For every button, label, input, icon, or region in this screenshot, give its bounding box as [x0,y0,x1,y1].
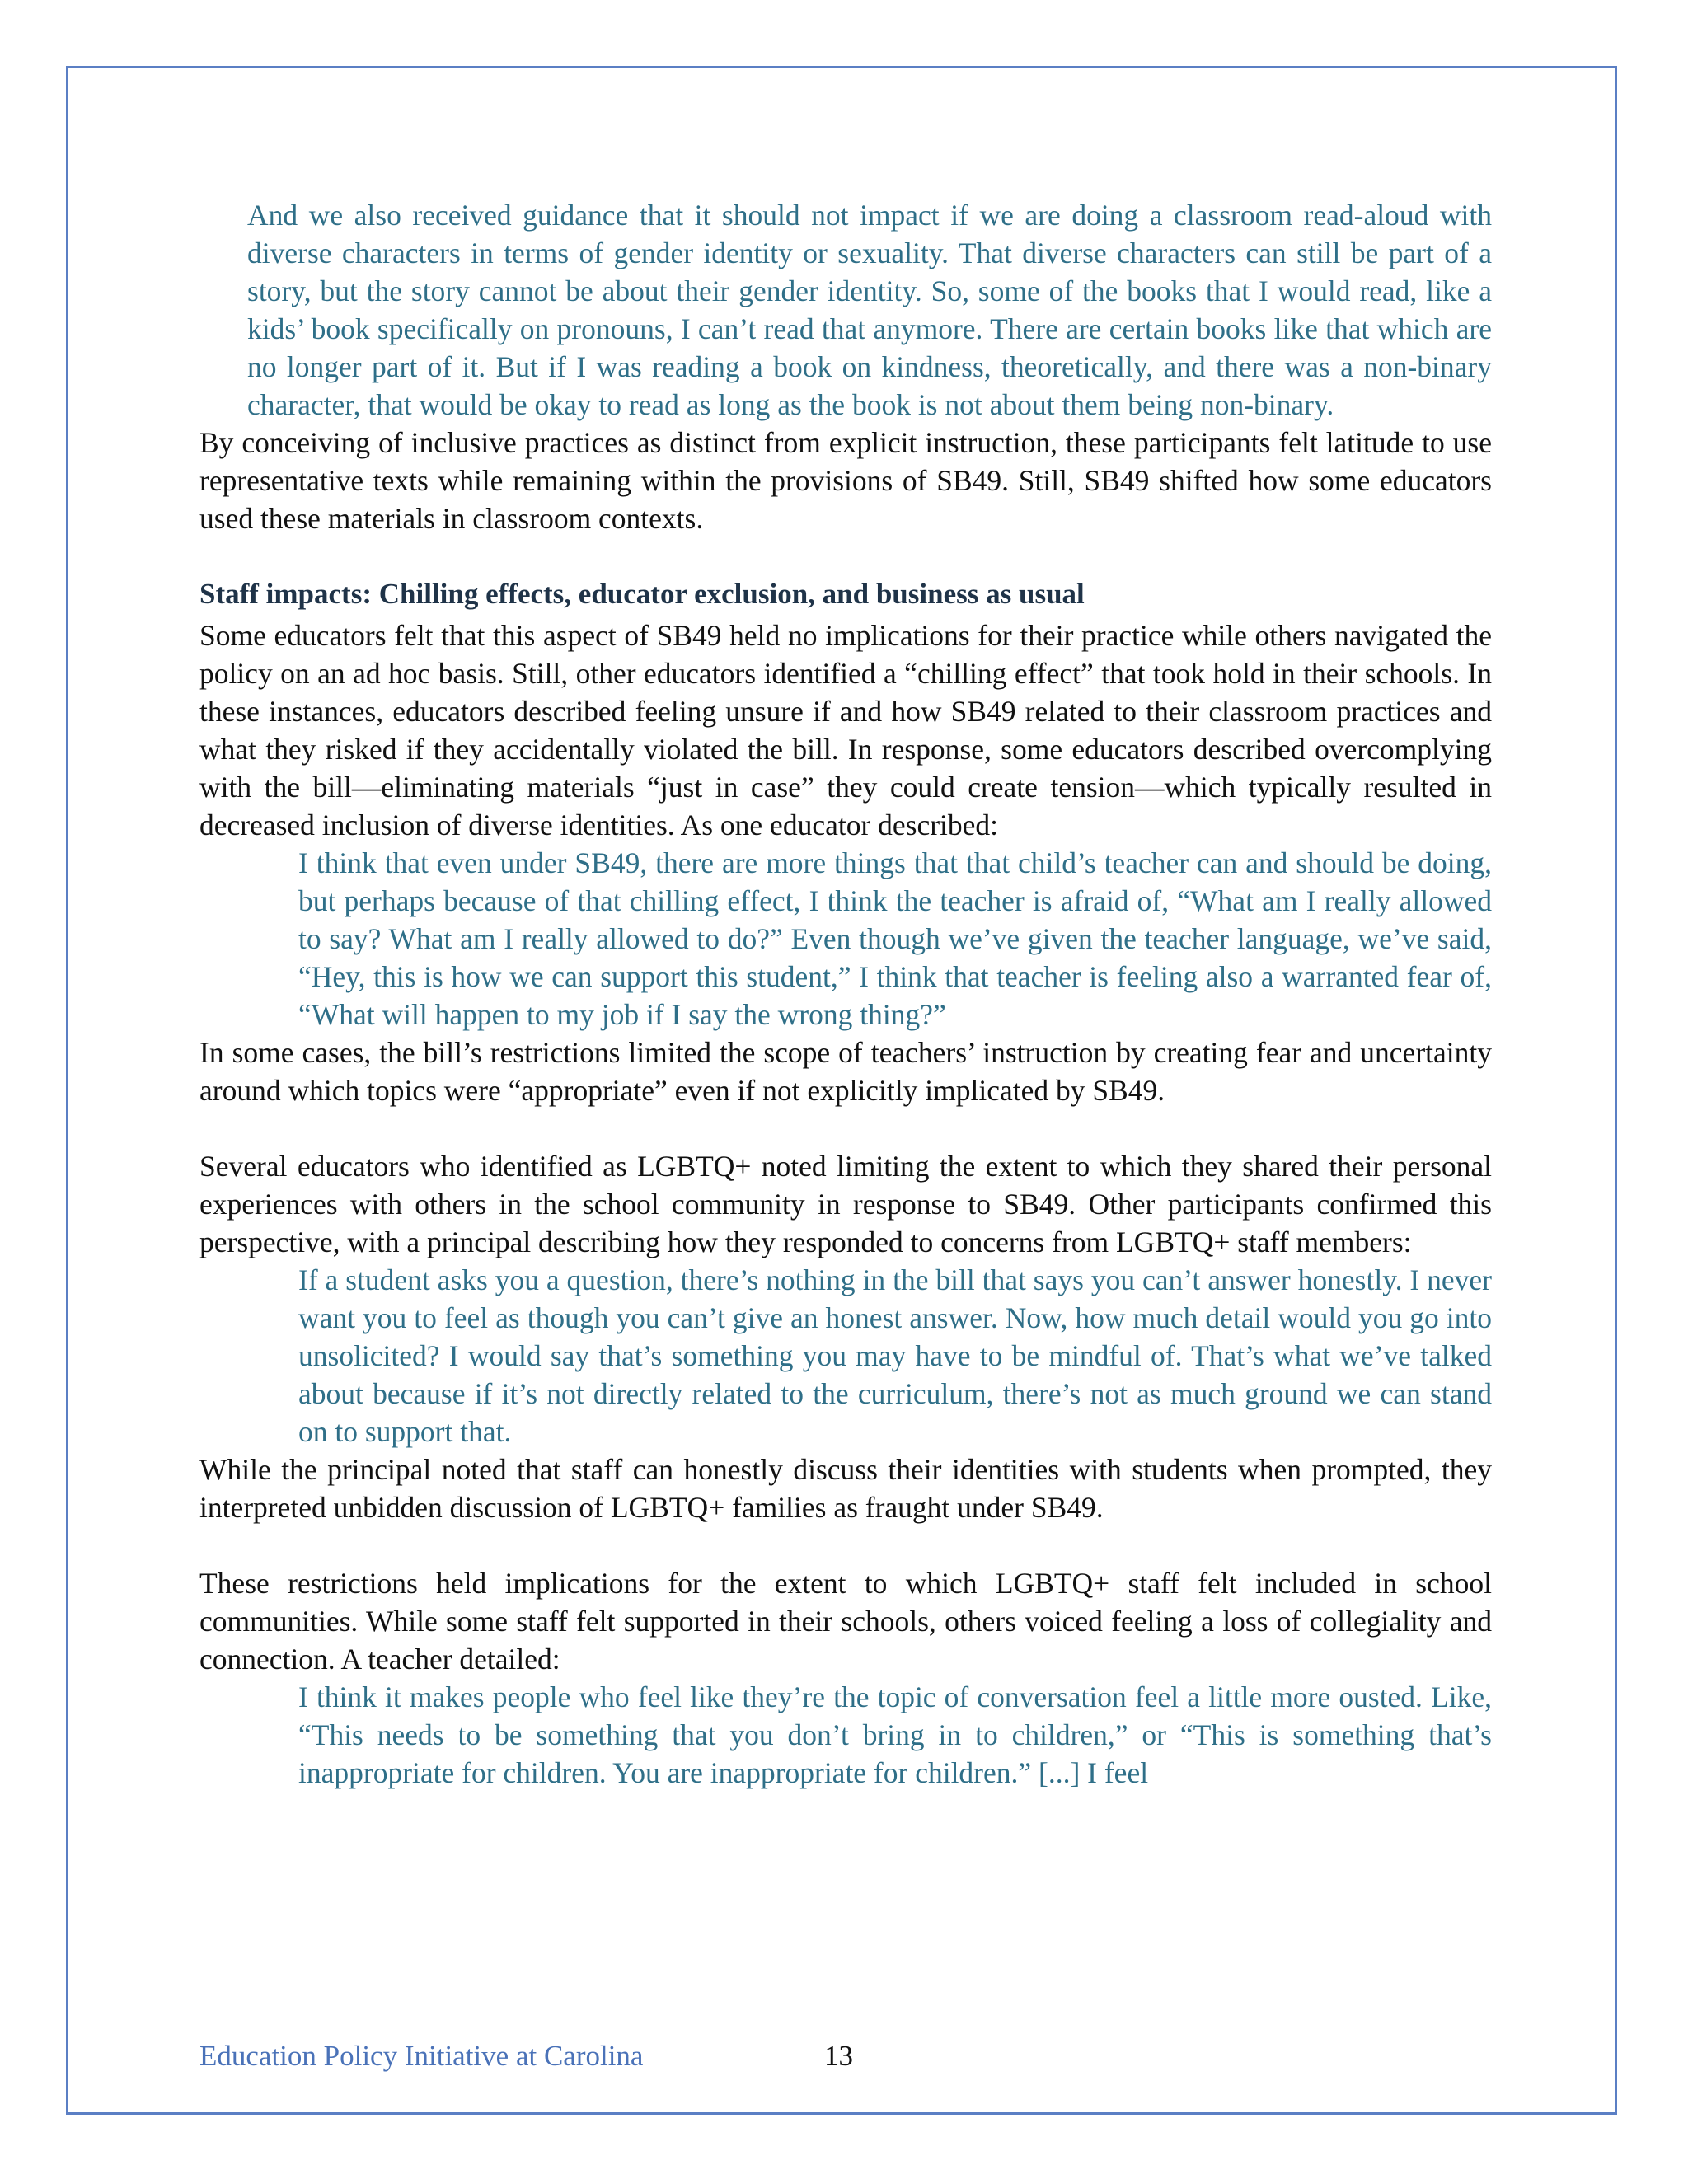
document-body [199,196,1492,1792]
section-heading: Staff impacts: Chilling effects, educator exclusion, and business as usual [199,578,1085,610]
block-quote: I think that even under SB49, there are more things that that child’s teacher can and should be doing, but perhaps because of that chilling effect, I think the teacher is afraid of, “What am I really allowed to say? What am I really allowed to do?” Even though we’ve given the teacher language, we’ve said, “Hey, this is how we can support this student,” I think that teacher is feeling also a warranted fear of, “What will happen to my job if I say the wrong thing?” [298,846,1492,1031]
footer-source: Education Policy Initiative at Carolina [199,2040,644,2072]
body-paragraph: Some educators felt that this aspect of SB49 held no implications for their practice while others navigated the policy on an ad hoc basis. Still, other educators identified a “chilling effect” that took hold in their schools. In these instances, educators described feeling unsure if and how SB49 related to their classroom practices and what they risked if they accidentally violated the bill. In response, some educators described overcomplying with the bill—eliminating materials “just in case” they could create tension—which typically resulted in decreased inclusion of diverse identities. As one educator described: [199,619,1492,841]
body-paragraph: These restrictions held implications for the extent to which LGBTQ+ staff felt included in school communities. While some staff felt supported in their schools, others voiced feeling a loss of collegiality and connection. A teacher detailed: [199,1567,1492,1675]
body-paragraph: Several educators who identified as LGBTQ+ noted limiting the extent to which they shared their personal experiences with others in the school community in response to SB49. Other participants confirmed this perspective, with a principal describing how they responded to concerns from LGBTQ+ staff members: [199,1150,1492,1258]
body-paragraph: In some cases, the bill’s restrictions limited the scope of teachers’ instruction by creating fear and uncertainty around which topics were “appropriate” even if not explicitly implicated by SB49. [199,1036,1492,1107]
body-paragraph: While the principal noted that staff can honestly discuss their identities with students when prompted, they interpreted unbidden discussion of LGBTQ+ families as fraught under SB49. [199,1453,1492,1524]
page-number: 13 [824,2040,853,2072]
block-quote: If a student asks you a question, there’s nothing in the bill that says you can’t answer honestly. I never want you to feel as though you can’t give an honest answer. Now, how much detail would you go into unsolicited? I would say that’s something you may have to be mindful of. That’s what we’ve talked about because if it’s not directly related to the curriculum, there’s not as much ground we can stand on to support that. [298,1263,1492,1448]
body-paragraph: By conceiving of inclusive practices as distinct from explicit instruction, these participants felt latitude to use representative texts while remaining within the provisions of SB49. Still, SB49 shifted how some educators used these materials in classroom contexts. [199,426,1492,535]
block-quote: I think it makes people who feel like they’re the topic of conversation feel a little more ousted. Like, “This needs to be something that you don’t bring in to children,” or “This is something that’s inappropriate for children. You are inappropriate for children.” [...] I feel [298,1680,1492,1789]
block-quote: And we also received guidance that it should not impact if we are doing a classroom read-aloud with diverse characters in terms of gender identity or sexuality. That diverse characters can still be part of a story, but the story cannot be about their gender identity. So, some of the books that I would read, like a kids’ book specifically on pronouns, I can’t read that anymore. There are certain books like that which are no longer part of it. But if I was reading a book on kindness, theoretically, and there was a non-binary character, that would be okay to read as long as the book is not about them being non-binary. [247,199,1492,421]
